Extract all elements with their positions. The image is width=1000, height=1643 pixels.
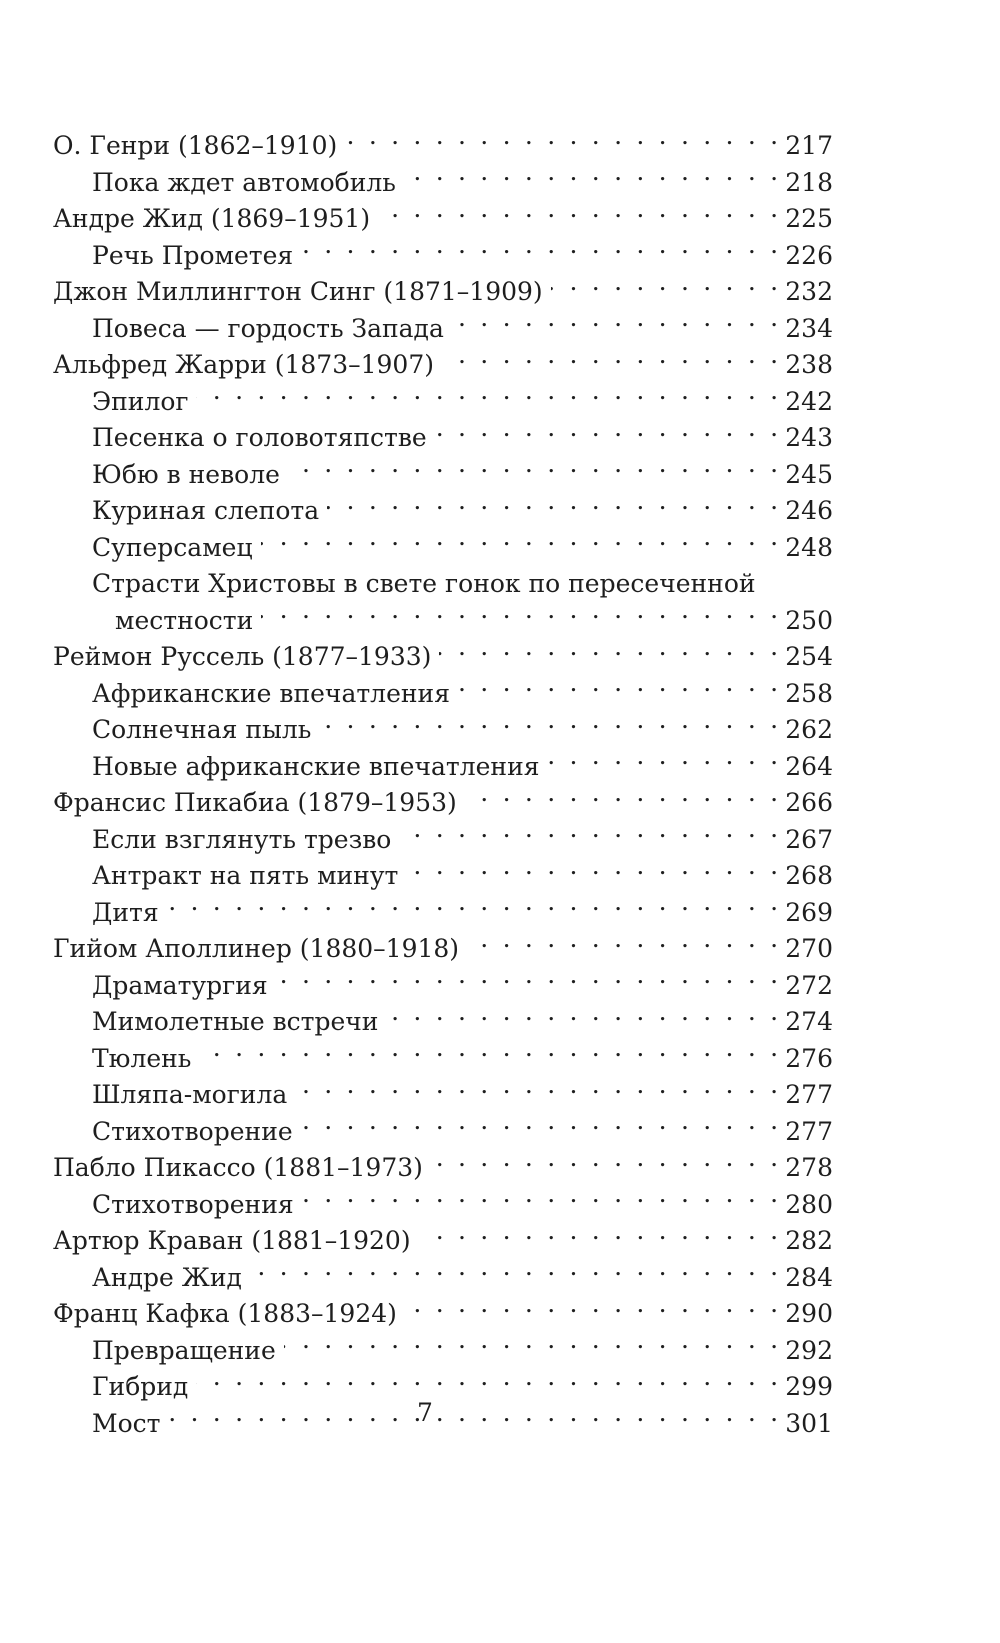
table-of-contents (53, 128, 833, 1442)
toc-entry-title: Солнечная пыль (92, 715, 312, 744)
toc-entry-page: 282 (785, 1226, 833, 1255)
toc-entry-title: Повеса — гордость Запада (92, 313, 444, 343)
toc-entry-title: Артюр Краван (1881–1920) (53, 1226, 411, 1255)
dot-leader (250, 1261, 781, 1286)
toc-entry-page: 290 (785, 1299, 833, 1328)
toc-entry-work (53, 858, 833, 895)
toc-entry-author (53, 1223, 833, 1260)
dot-leader (284, 1334, 782, 1359)
dot-leader (301, 1115, 782, 1140)
dot-leader (301, 239, 781, 264)
toc-entry-author (53, 201, 833, 238)
toc-entry-work (53, 311, 833, 348)
toc-entry-page: 274 (785, 1007, 833, 1036)
toc-entry-title: Мимолетные встречи (92, 1007, 379, 1036)
dot-leader (196, 1370, 781, 1395)
toc-entry-title: Франц Кафка (1883–1924) (53, 1299, 397, 1328)
toc-entry-work (53, 165, 833, 202)
toc-entry-title: Превращение (92, 1335, 276, 1365)
toc-entry-author (53, 128, 833, 165)
dot-leader (196, 385, 781, 410)
toc-entry-page: 301 (785, 1408, 833, 1438)
toc-entry-work (53, 1077, 833, 1114)
dot-leader (295, 1078, 781, 1103)
toc-entry-author (53, 639, 833, 676)
toc-entry-title: Юбю в неволе (92, 459, 280, 489)
toc-entry-title: Пока ждет автомобиль (92, 167, 396, 197)
toc-entry-work (53, 420, 833, 457)
toc-entry-title: Стихотворения (92, 1189, 294, 1219)
toc-entry-title: Мост (92, 1408, 161, 1438)
toc-entry-author (53, 785, 833, 822)
toc-entry-work (53, 1333, 833, 1370)
toc-entry-work (53, 822, 833, 859)
toc-entry-page: 226 (785, 240, 833, 270)
toc-entry-page: 246 (785, 496, 833, 525)
toc-entry-page: 272 (785, 970, 833, 1000)
toc-entry-work (53, 238, 833, 275)
dot-leader (399, 823, 781, 848)
toc-entry-page: 262 (785, 715, 833, 744)
toc-entry-page: 254 (785, 642, 833, 671)
toc-entry-page: 266 (785, 788, 833, 817)
toc-entry-page: 268 (785, 861, 833, 890)
toc-entry-title: Шляпа-могила (92, 1080, 288, 1109)
toc-entry-page: 250 (785, 605, 833, 635)
dot-leader (261, 604, 781, 629)
dot-leader (386, 1005, 781, 1030)
toc-entry-page: 299 (785, 1372, 833, 1401)
page-number: 7 (417, 1398, 433, 1427)
toc-entry-page: 232 (785, 277, 833, 306)
toc-entry-title: Если взглянуть трезво (92, 824, 392, 854)
dot-leader (288, 458, 781, 483)
toc-entry-page: 269 (785, 897, 833, 927)
toc-entry-title: Куриная слепота (92, 496, 320, 525)
toc-entry-page: 242 (785, 386, 833, 416)
dot-leader (551, 275, 782, 300)
toc-entry-author (53, 347, 833, 384)
toc-entry-page: 270 (785, 934, 833, 963)
toc-entry-page: 245 (785, 459, 833, 489)
dot-leader (439, 640, 781, 665)
toc-entry-work (53, 530, 833, 567)
toc-entry-page: 234 (785, 313, 833, 343)
toc-entry-title: Реймон Руссель (1877–1933) (53, 642, 432, 671)
dot-leader (378, 202, 781, 227)
dot-leader (405, 1297, 781, 1322)
toc-entry-work (53, 895, 833, 932)
toc-entry-title: Новые африканские впечатления (92, 751, 540, 781)
toc-entry-title: Суперсамец (92, 532, 253, 562)
dot-leader (419, 1224, 782, 1249)
toc-entry-author (53, 274, 833, 311)
toc-entry-work (53, 1004, 833, 1041)
toc-entry-title: Африканские впечатления (92, 678, 450, 708)
toc-entry-title: О. Генри (1862–1910) (53, 131, 338, 160)
toc-entry-continuation (92, 603, 833, 640)
toc-entry-page: 218 (785, 167, 833, 197)
dot-leader (302, 1188, 782, 1213)
dot-leader (458, 677, 781, 702)
toc-entry-page: 264 (785, 751, 833, 781)
toc-entry-work (53, 457, 833, 494)
dot-leader (345, 129, 781, 154)
toc-entry-work (53, 1114, 833, 1151)
dot-leader (452, 312, 781, 337)
toc-entry-author (53, 1296, 833, 1333)
dot-leader (467, 932, 781, 957)
dot-leader (319, 713, 781, 738)
toc-entry-page: 248 (785, 532, 833, 562)
toc-entry-work (53, 1041, 833, 1078)
toc-entry-title: Андре Жид (92, 1262, 242, 1292)
dot-leader (431, 1151, 781, 1176)
toc-entry-work (53, 968, 833, 1005)
toc-entry-page: 280 (785, 1189, 833, 1219)
dot-leader (442, 348, 781, 373)
dot-leader (548, 750, 782, 775)
dot-leader (167, 896, 782, 921)
toc-entry-work (53, 1187, 833, 1224)
dot-leader (404, 166, 781, 191)
toc-entry-page: 276 (785, 1043, 833, 1073)
toc-entry-page: 258 (785, 678, 833, 708)
toc-entry-title: Тюлень (92, 1043, 192, 1073)
toc-entry-title: Альфред Жарри (1873–1907) (53, 350, 434, 379)
toc-entry-title-line1: Страсти Христовы в свете гонок по пересеченной (92, 569, 756, 598)
toc-entry-page: 284 (785, 1262, 833, 1292)
toc-entry-page: 217 (785, 131, 833, 160)
toc-entry-work (53, 493, 833, 530)
toc-entry-work (53, 749, 833, 786)
toc-entry-work (53, 676, 833, 713)
toc-entry-title: Гийом Аполлинер (1880–1918) (53, 934, 460, 963)
toc-entry-page: 277 (785, 1116, 833, 1146)
toc-entry-page: 277 (785, 1080, 833, 1109)
toc-entry-page: 292 (785, 1335, 833, 1365)
toc-entry-page: 238 (785, 350, 833, 379)
dot-leader (327, 494, 781, 519)
toc-entry-author (53, 931, 833, 968)
toc-entry-title: Андре Жид (1869–1951) (53, 204, 371, 233)
toc-entry-title: Пабло Пикассо (1881–1973) (53, 1153, 423, 1182)
dot-leader (261, 531, 782, 556)
toc-entry-work-wrapped (53, 566, 833, 639)
toc-entry-page: 267 (785, 824, 833, 854)
toc-entry-title-line2: местности (115, 605, 254, 635)
toc-entry-title: Стихотворение (92, 1116, 293, 1146)
toc-entry-title: Франсис Пикабиа (1879–1953) (53, 788, 457, 817)
toc-entry-title: Джон Миллингтон Синг (1871–1909) (53, 277, 543, 306)
toc-entry-page: 225 (785, 204, 833, 233)
toc-entry-page: 278 (785, 1153, 833, 1182)
toc-entry-title: Дитя (92, 897, 159, 927)
toc-entry-author (53, 1150, 833, 1187)
dot-leader (276, 969, 782, 994)
dot-leader (199, 1042, 781, 1067)
dot-leader (435, 421, 782, 446)
toc-entry-title: Речь Прометея (92, 240, 294, 270)
toc-entry-title: Песенка о головотяпстве (92, 423, 427, 452)
toc-entry-work (53, 712, 833, 749)
dot-leader (465, 786, 782, 811)
toc-entry-work (53, 384, 833, 421)
toc-entry-page: 243 (785, 423, 833, 452)
dot-leader (406, 859, 781, 884)
toc-entry-title: Антракт на пять минут (92, 861, 399, 890)
toc-entry-title: Драматургия (92, 970, 268, 1000)
toc-entry-work (53, 1260, 833, 1297)
toc-entry-title: Гибрид (92, 1372, 189, 1401)
toc-entry-title: Эпилог (92, 386, 189, 416)
